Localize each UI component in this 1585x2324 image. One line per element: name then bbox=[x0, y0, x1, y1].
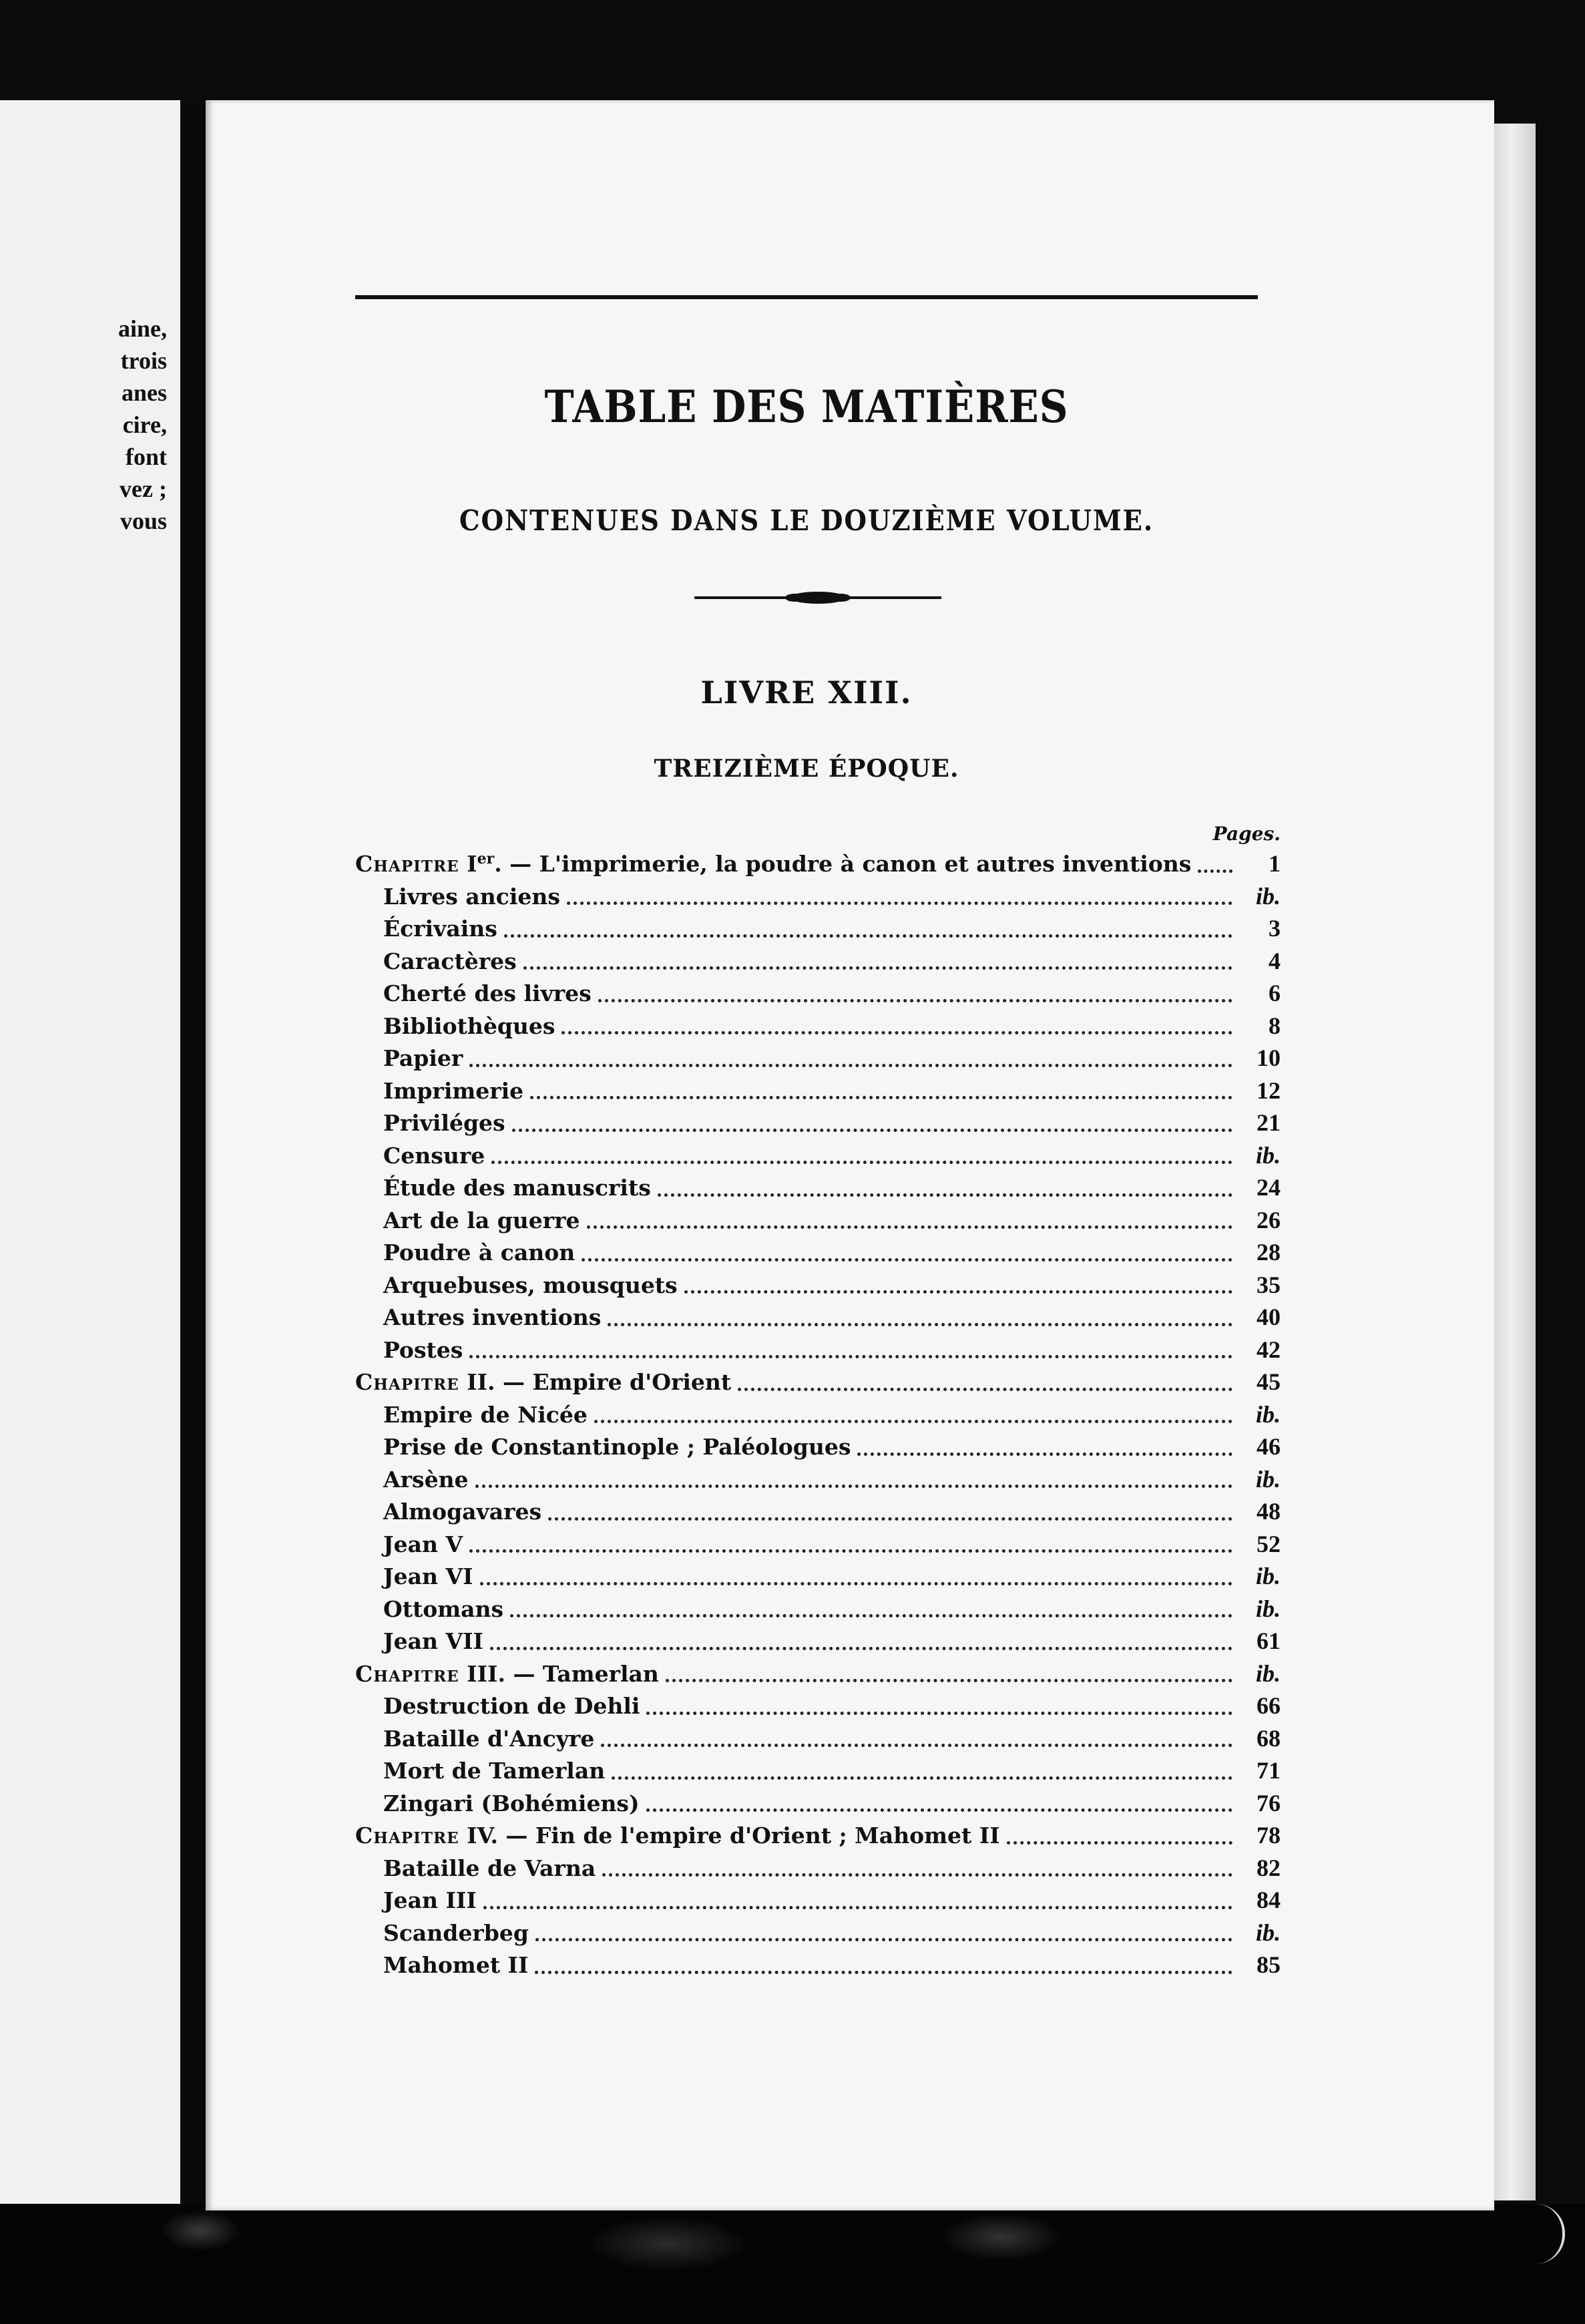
toc-entry-row bbox=[355, 1109, 1281, 1141]
toc-entry-row bbox=[355, 914, 1281, 947]
toc-label: Cherté des livres bbox=[383, 980, 592, 1006]
toc-label: Caractères bbox=[383, 948, 517, 974]
toc-page-number: 76 bbox=[1257, 1789, 1281, 1816]
dot-leader bbox=[612, 1776, 1232, 1780]
dot-leader bbox=[480, 1582, 1232, 1585]
toc-page-number: ib. bbox=[1255, 1400, 1281, 1428]
chapter-title: . — Empire d'Orient bbox=[487, 1369, 732, 1395]
dot-leader bbox=[510, 1614, 1232, 1617]
dot-leader bbox=[857, 1452, 1232, 1456]
left-fragment: aine, bbox=[118, 315, 167, 342]
toc-page-number: 28 bbox=[1257, 1239, 1281, 1266]
toc-page-number: ib. bbox=[1255, 1465, 1281, 1493]
toc-label bbox=[355, 1369, 731, 1395]
toc-page-number: ib. bbox=[1255, 1563, 1281, 1589]
toc-entry-row bbox=[355, 1400, 1281, 1433]
chapter-number: III bbox=[467, 1660, 498, 1687]
toc-label: Arsène bbox=[383, 1466, 469, 1493]
toc-page-number: ib. bbox=[1255, 1919, 1281, 1946]
toc-entry-row bbox=[355, 1141, 1281, 1174]
dot-leader bbox=[490, 1647, 1232, 1650]
toc-entry-row bbox=[355, 1724, 1281, 1757]
toc-entry-row bbox=[355, 1336, 1281, 1368]
toc-label: Scanderbeg bbox=[383, 1919, 529, 1946]
toc-page-number: 85 bbox=[1257, 1951, 1281, 1978]
chapter-title: . — Fin de l'empire d'Orient ; Mahomet II bbox=[490, 1822, 1000, 1849]
toc-entry-row bbox=[355, 1173, 1281, 1206]
toc-label: Bataille d'Ancyre bbox=[383, 1725, 595, 1752]
dot-leader bbox=[512, 1129, 1232, 1132]
toc-entry-row bbox=[355, 1077, 1281, 1109]
toc-label: Mahomet II bbox=[383, 1952, 529, 1978]
toc-label: Zingari (Bohémiens) bbox=[383, 1790, 640, 1816]
toc-label: Mort de Tamerlan bbox=[383, 1758, 606, 1784]
left-fragment: anes bbox=[121, 379, 167, 406]
toc-entry-row bbox=[355, 1271, 1281, 1304]
toc-page-number: 6 bbox=[1269, 980, 1281, 1006]
toc-entry-row bbox=[355, 882, 1281, 915]
pages-column-label: Pages. bbox=[1212, 823, 1281, 845]
toc-label: Jean III bbox=[383, 1887, 477, 1913]
dot-leader bbox=[548, 1517, 1232, 1521]
toc-entry-row bbox=[355, 1886, 1281, 1919]
toc-entry-row bbox=[355, 1789, 1281, 1822]
epoch-heading: TREIZIÈME ÉPOQUE. bbox=[654, 755, 959, 783]
chapter-title: . — Tamerlan bbox=[497, 1660, 659, 1687]
toc-entry-row bbox=[355, 1012, 1281, 1044]
chapter-word: Chapitre bbox=[355, 1369, 459, 1395]
page-title: TABLE DES MATIÈRES bbox=[544, 381, 1069, 433]
toc-label: Autres inventions bbox=[383, 1304, 602, 1330]
toc-page-number: 45 bbox=[1257, 1368, 1281, 1395]
toc-label: Priviléges bbox=[383, 1110, 505, 1136]
page-edge bbox=[1494, 124, 1536, 2200]
toc-page-number: ib. bbox=[1255, 1141, 1281, 1169]
dot-leader bbox=[646, 1712, 1232, 1715]
dot-leader bbox=[658, 1193, 1232, 1197]
toc-entry-row bbox=[355, 1627, 1281, 1660]
toc-chapter-row bbox=[355, 1368, 1281, 1400]
dot-leader bbox=[483, 1906, 1232, 1909]
left-fragment: cire, bbox=[122, 411, 167, 438]
book-gutter bbox=[180, 100, 207, 2204]
ornament-divider bbox=[694, 588, 941, 608]
toc-label bbox=[355, 1661, 659, 1687]
dot-leader bbox=[601, 1744, 1232, 1747]
toc-label: Prise de Constantinople ; Paléologues bbox=[383, 1434, 851, 1460]
toc-page-number: 12 bbox=[1257, 1077, 1281, 1104]
dot-leader bbox=[523, 966, 1232, 970]
toc-page-number: 35 bbox=[1257, 1271, 1281, 1298]
dot-leader bbox=[587, 1225, 1232, 1229]
toc-page-number: 8 bbox=[1269, 1012, 1281, 1039]
dot-leader bbox=[666, 1679, 1232, 1682]
toc-chapter-row bbox=[355, 1660, 1281, 1692]
toc-page-number: 46 bbox=[1257, 1433, 1281, 1460]
dot-leader bbox=[535, 1971, 1232, 1974]
toc-label: Censure bbox=[383, 1142, 485, 1169]
toc-page-number: 84 bbox=[1257, 1887, 1281, 1913]
dot-leader bbox=[602, 1873, 1232, 1877]
toc-label: Jean VII bbox=[383, 1628, 483, 1654]
toc-entry-row bbox=[355, 1530, 1281, 1563]
dot-leader bbox=[1007, 1841, 1232, 1845]
toc-entry-row bbox=[355, 1692, 1281, 1724]
toc-page-number: 4 bbox=[1269, 947, 1281, 974]
toc-page-number: 52 bbox=[1257, 1530, 1281, 1557]
toc-label: Écrivains bbox=[383, 916, 497, 942]
toc-entry-row bbox=[355, 1238, 1281, 1271]
chapter-number: II bbox=[467, 1369, 488, 1395]
toc-page-number: 68 bbox=[1257, 1724, 1281, 1752]
facing-page-left bbox=[0, 100, 180, 2204]
dot-leader bbox=[469, 1355, 1232, 1358]
toc-page-number: 42 bbox=[1257, 1336, 1281, 1363]
dot-leader bbox=[684, 1290, 1232, 1294]
toc-page-number: 71 bbox=[1257, 1757, 1281, 1784]
toc-page-number: 61 bbox=[1257, 1627, 1281, 1654]
toc-entry-row bbox=[355, 1756, 1281, 1789]
toc-page-number: 82 bbox=[1257, 1854, 1281, 1881]
dot-leader bbox=[738, 1388, 1232, 1391]
dot-leader bbox=[567, 902, 1232, 905]
dot-leader bbox=[594, 1420, 1232, 1423]
left-fragment: vous bbox=[120, 508, 167, 534]
dot-leader bbox=[561, 1031, 1232, 1034]
dot-leader bbox=[582, 1258, 1232, 1262]
toc-entry-row bbox=[355, 1303, 1281, 1336]
toc-label: Bibliothèques bbox=[383, 1012, 555, 1039]
left-fragment: trois bbox=[120, 347, 167, 374]
scan-background bbox=[0, 2204, 1585, 2324]
toc-page-number: 26 bbox=[1257, 1206, 1281, 1233]
dot-leader bbox=[530, 1096, 1232, 1099]
toc-label: Almogavares bbox=[383, 1499, 542, 1525]
dot-leader bbox=[608, 1323, 1232, 1326]
toc-entry-row bbox=[355, 1951, 1281, 1983]
toc-entry-row bbox=[355, 1044, 1281, 1077]
toc-entry-row bbox=[355, 1562, 1281, 1595]
toc-entry-row bbox=[355, 1854, 1281, 1887]
toc-page-number: ib. bbox=[1255, 882, 1281, 910]
toc-entry-row bbox=[355, 1432, 1281, 1465]
toc-label bbox=[355, 1822, 1000, 1849]
chapter-word: Chapitre bbox=[355, 851, 459, 877]
toc-page-number: 66 bbox=[1257, 1692, 1281, 1719]
toc-chapter-row bbox=[355, 1821, 1281, 1854]
toc-page-number: 10 bbox=[1257, 1044, 1281, 1071]
chapter-word: Chapitre bbox=[355, 1822, 459, 1849]
toc-entry-row bbox=[355, 1465, 1281, 1498]
toc-page-number: 21 bbox=[1257, 1109, 1281, 1136]
dot-leader bbox=[475, 1485, 1232, 1488]
toc-label: Art de la guerre bbox=[383, 1207, 580, 1233]
left-fragment: vez ; bbox=[120, 475, 167, 502]
toc-page-number: 1 bbox=[1269, 850, 1281, 877]
dot-leader bbox=[646, 1808, 1232, 1812]
toc-page-number: 48 bbox=[1257, 1498, 1281, 1525]
toc-label: Imprimerie bbox=[383, 1077, 524, 1104]
chapter-number: IV bbox=[467, 1822, 491, 1849]
dot-leader bbox=[598, 999, 1232, 1002]
dot-leader bbox=[469, 1549, 1232, 1553]
page-subtitle: CONTENUES DANS LE DOUZIÈME VOLUME. bbox=[459, 504, 1154, 537]
toc-label: Postes bbox=[383, 1336, 463, 1363]
toc-page-number: 3 bbox=[1269, 915, 1281, 942]
dot-leader bbox=[469, 1064, 1232, 1067]
toc-label: Poudre à canon bbox=[383, 1239, 576, 1266]
chapter-title: . — L'imprimerie, la poudre à canon et autres inventions bbox=[494, 851, 1192, 877]
toc-entry-row bbox=[355, 947, 1281, 980]
book-heading: LIVRE XIII. bbox=[700, 674, 913, 711]
toc-label: Destruction de Dehli bbox=[383, 1693, 640, 1719]
toc-entry-row bbox=[355, 1497, 1281, 1530]
dot-leader bbox=[491, 1161, 1232, 1164]
toc-label: Empire de Nicée bbox=[383, 1401, 588, 1428]
dot-leader bbox=[1198, 869, 1232, 873]
toc-page-number: 40 bbox=[1257, 1304, 1281, 1330]
toc-label: Jean VI bbox=[383, 1563, 473, 1589]
chapter-number: Ier bbox=[467, 850, 495, 877]
toc-label: Livres anciens bbox=[383, 883, 560, 910]
header-rule bbox=[355, 295, 1258, 299]
dot-leader bbox=[504, 934, 1232, 938]
toc-entry-row bbox=[355, 1206, 1281, 1239]
toc-entry-row bbox=[355, 979, 1281, 1012]
toc-label: Arquebuses, mousquets bbox=[383, 1272, 678, 1298]
toc-page-number: 78 bbox=[1257, 1822, 1281, 1849]
toc-label: Étude des manuscrits bbox=[383, 1175, 651, 1201]
toc-entry-row bbox=[355, 1919, 1281, 1951]
toc-label bbox=[355, 850, 1191, 877]
toc-chapter-row bbox=[355, 849, 1281, 882]
toc-page-number: ib. bbox=[1255, 1595, 1281, 1622]
toc-page-number: ib. bbox=[1255, 1660, 1281, 1687]
toc-entry-row bbox=[355, 1595, 1281, 1627]
toc-label: Jean V bbox=[383, 1531, 463, 1557]
toc-label: Bataille de Varna bbox=[383, 1855, 596, 1881]
toc-label: Ottomans bbox=[383, 1595, 504, 1622]
table-of-contents bbox=[355, 849, 1281, 1983]
dot-leader bbox=[535, 1938, 1232, 1941]
chapter-word: Chapitre bbox=[355, 1660, 459, 1687]
toc-page-number: 24 bbox=[1257, 1174, 1281, 1201]
toc-label: Papier bbox=[383, 1045, 463, 1071]
left-fragment: font bbox=[126, 443, 167, 470]
